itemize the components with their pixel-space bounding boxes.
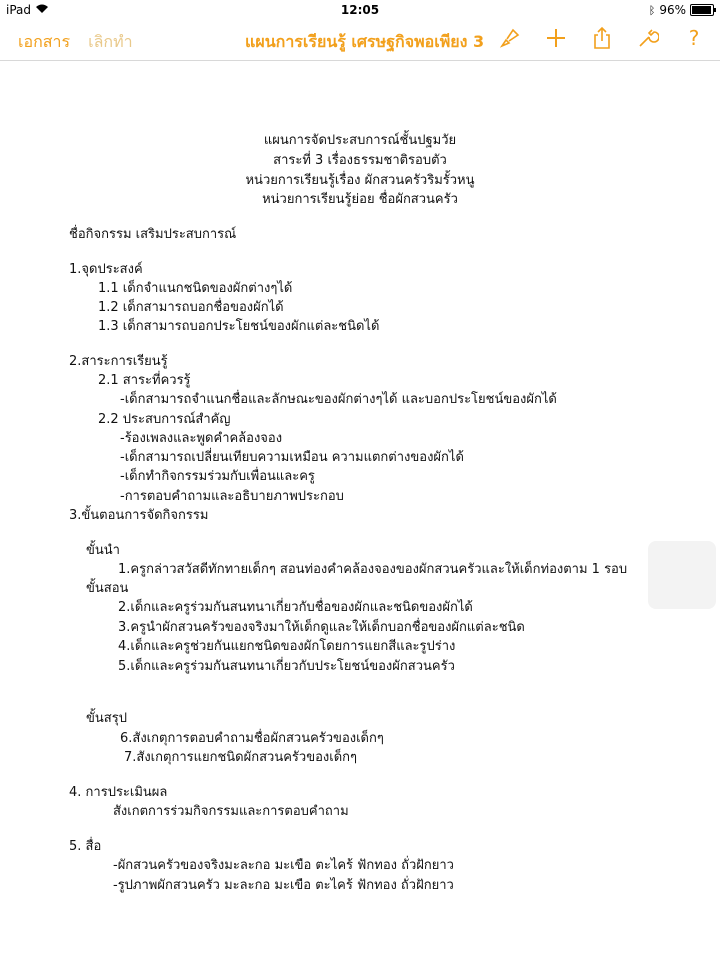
help-icon[interactable]: ?	[688, 26, 700, 50]
content-item: -การตอบคำถามและอธิบายภาพประกอบ	[120, 489, 344, 504]
toolbar-left	[18, 30, 133, 55]
media-item: -รูปภาพผักสวนครัว มะละกอ มะเขือ ตะไคร้ ฟักทอง ถั่วฝักยาว	[113, 878, 454, 893]
battery-percent: 96%	[659, 3, 686, 17]
device-label: iPad	[6, 3, 32, 17]
step-item: 2.เด็กและครูร่วมกันสนทนาเกี่ยวกับชื่อของผักและชนิดของผักได้	[118, 600, 473, 615]
assistive-touch-button[interactable]	[648, 541, 716, 609]
content-item: -ร้องเพลงและพูดคำคล้องจอง	[120, 431, 283, 446]
battery-icon	[690, 4, 714, 16]
objective-item: 1.2 เด็กสามารถบอกชื่อของผักได้	[98, 300, 284, 315]
wrench-icon[interactable]	[636, 26, 660, 50]
step-item: 5.เด็กและครูร่วมกันสนทนาเกี่ยวกับประโยชน์ของผักสวนครัว	[118, 659, 455, 674]
step-item: 3.ครูนำผักสวนครัวของจริงมาให้เด็กดูและให้เด็กบอกชื่อของผักแต่ละชนิด	[118, 620, 525, 635]
steps-heading: 3.ขั้นตอนการจัดกิจกรรม	[69, 508, 209, 523]
intro-heading: ขั้นนำ	[86, 543, 120, 558]
content-item: -เด็กสามารถจำแนกชื่อและลักษณะของผักต่างๆได้ และบอกประโยชน์ของผักได้	[120, 392, 557, 407]
evaluation-heading: 4. การประเมินผล	[69, 785, 168, 800]
media-heading: 5. สื่อ	[69, 839, 102, 854]
header-line-1: แผนการจัดประสบการณ์ชั้นปฐมวัย	[263, 133, 457, 148]
objective-item: 1.3 เด็กสามารถบอกประโยชน์ของผักแต่ละชนิดได้	[98, 319, 380, 334]
objectives-heading: 1.จุดประสงค์	[69, 262, 143, 277]
header-line-4: หน่วยการเรียนรู้ย่อย ชื่อผักสวนครัว	[262, 192, 458, 207]
summary-heading: ขั้นสรุป	[86, 711, 127, 726]
step-item: 7.สังเกตุการแยกชนิดผักสวนครัวของเด็กๆ	[124, 750, 357, 765]
toolbar	[0, 20, 720, 61]
header-line-2: สาระที่ 3 เรื่องธรรมชาติรอบตัว	[273, 153, 447, 168]
content-subheading: 2.2 ประสบการณ์สำคัญ	[98, 412, 231, 427]
step-item: 4.เด็กและครูช่วยกันแยกชนิดของผักโดยการแยกสีและรูปร่าง	[118, 639, 456, 654]
status-bar	[0, 0, 720, 20]
content-subheading: 2.1 สาระที่ควรรู้	[98, 373, 191, 388]
bluetooth-icon: ᛒ	[648, 3, 656, 17]
step-item: 1.ครูกล่าวสวัสดีทักทายเด็กๆ สอนท่องคำคล้องจองของผักสวนครัวและให้เด็กท่องตาม 1 รอบ	[118, 562, 628, 577]
undo-button[interactable]: เลิกทำ	[88, 32, 133, 51]
document-body[interactable]	[0, 61, 720, 960]
activity-name: ชื่อกิจกรรม เสริมประสบการณ์	[69, 227, 237, 242]
header-line-3: หน่วยการเรียนรู้เรื่อง ผักสวนครัวริมรั้วหนู	[245, 173, 475, 188]
toolbar-right	[498, 26, 706, 50]
content-heading: 2.สาระการเรียนรู้	[69, 354, 168, 369]
status-time: 12:05	[340, 3, 380, 17]
documents-button[interactable]: เอกสาร	[18, 32, 71, 51]
objective-item: 1.1 เด็กจำแนกชนิดของผักต่างๆได้	[98, 281, 293, 296]
content-item: -เด็กสามารถเปลี่ยนเทียบความเหมือน ความแตกต่างของผักได้	[120, 450, 464, 465]
document-title: แผนการเรียนรู้ เศรษฐกิจพอเพียง 3	[245, 32, 485, 51]
teach-heading: ขั้นสอน	[86, 581, 129, 596]
share-icon[interactable]	[590, 26, 614, 50]
media-item: -ผักสวนครัวของจริงมะละกอ มะเขือ ตะไคร้ ฟักทอง ถั่วฝักยาว	[113, 858, 454, 873]
paintbrush-icon[interactable]	[498, 26, 522, 50]
content-item: -เด็กทำกิจกรรมร่วมกับเพื่อนและครู	[120, 469, 315, 484]
step-item: 6.สังเกตุการตอบคำถามชื่อผักสวนครัวของเด็กๆ	[120, 731, 384, 746]
status-right	[649, 3, 714, 17]
evaluation-item: สังเกตการร่วมกิจกรรมและการตอบคำถาม	[113, 804, 349, 819]
plus-icon[interactable]	[544, 26, 568, 50]
battery-fill	[692, 6, 711, 14]
